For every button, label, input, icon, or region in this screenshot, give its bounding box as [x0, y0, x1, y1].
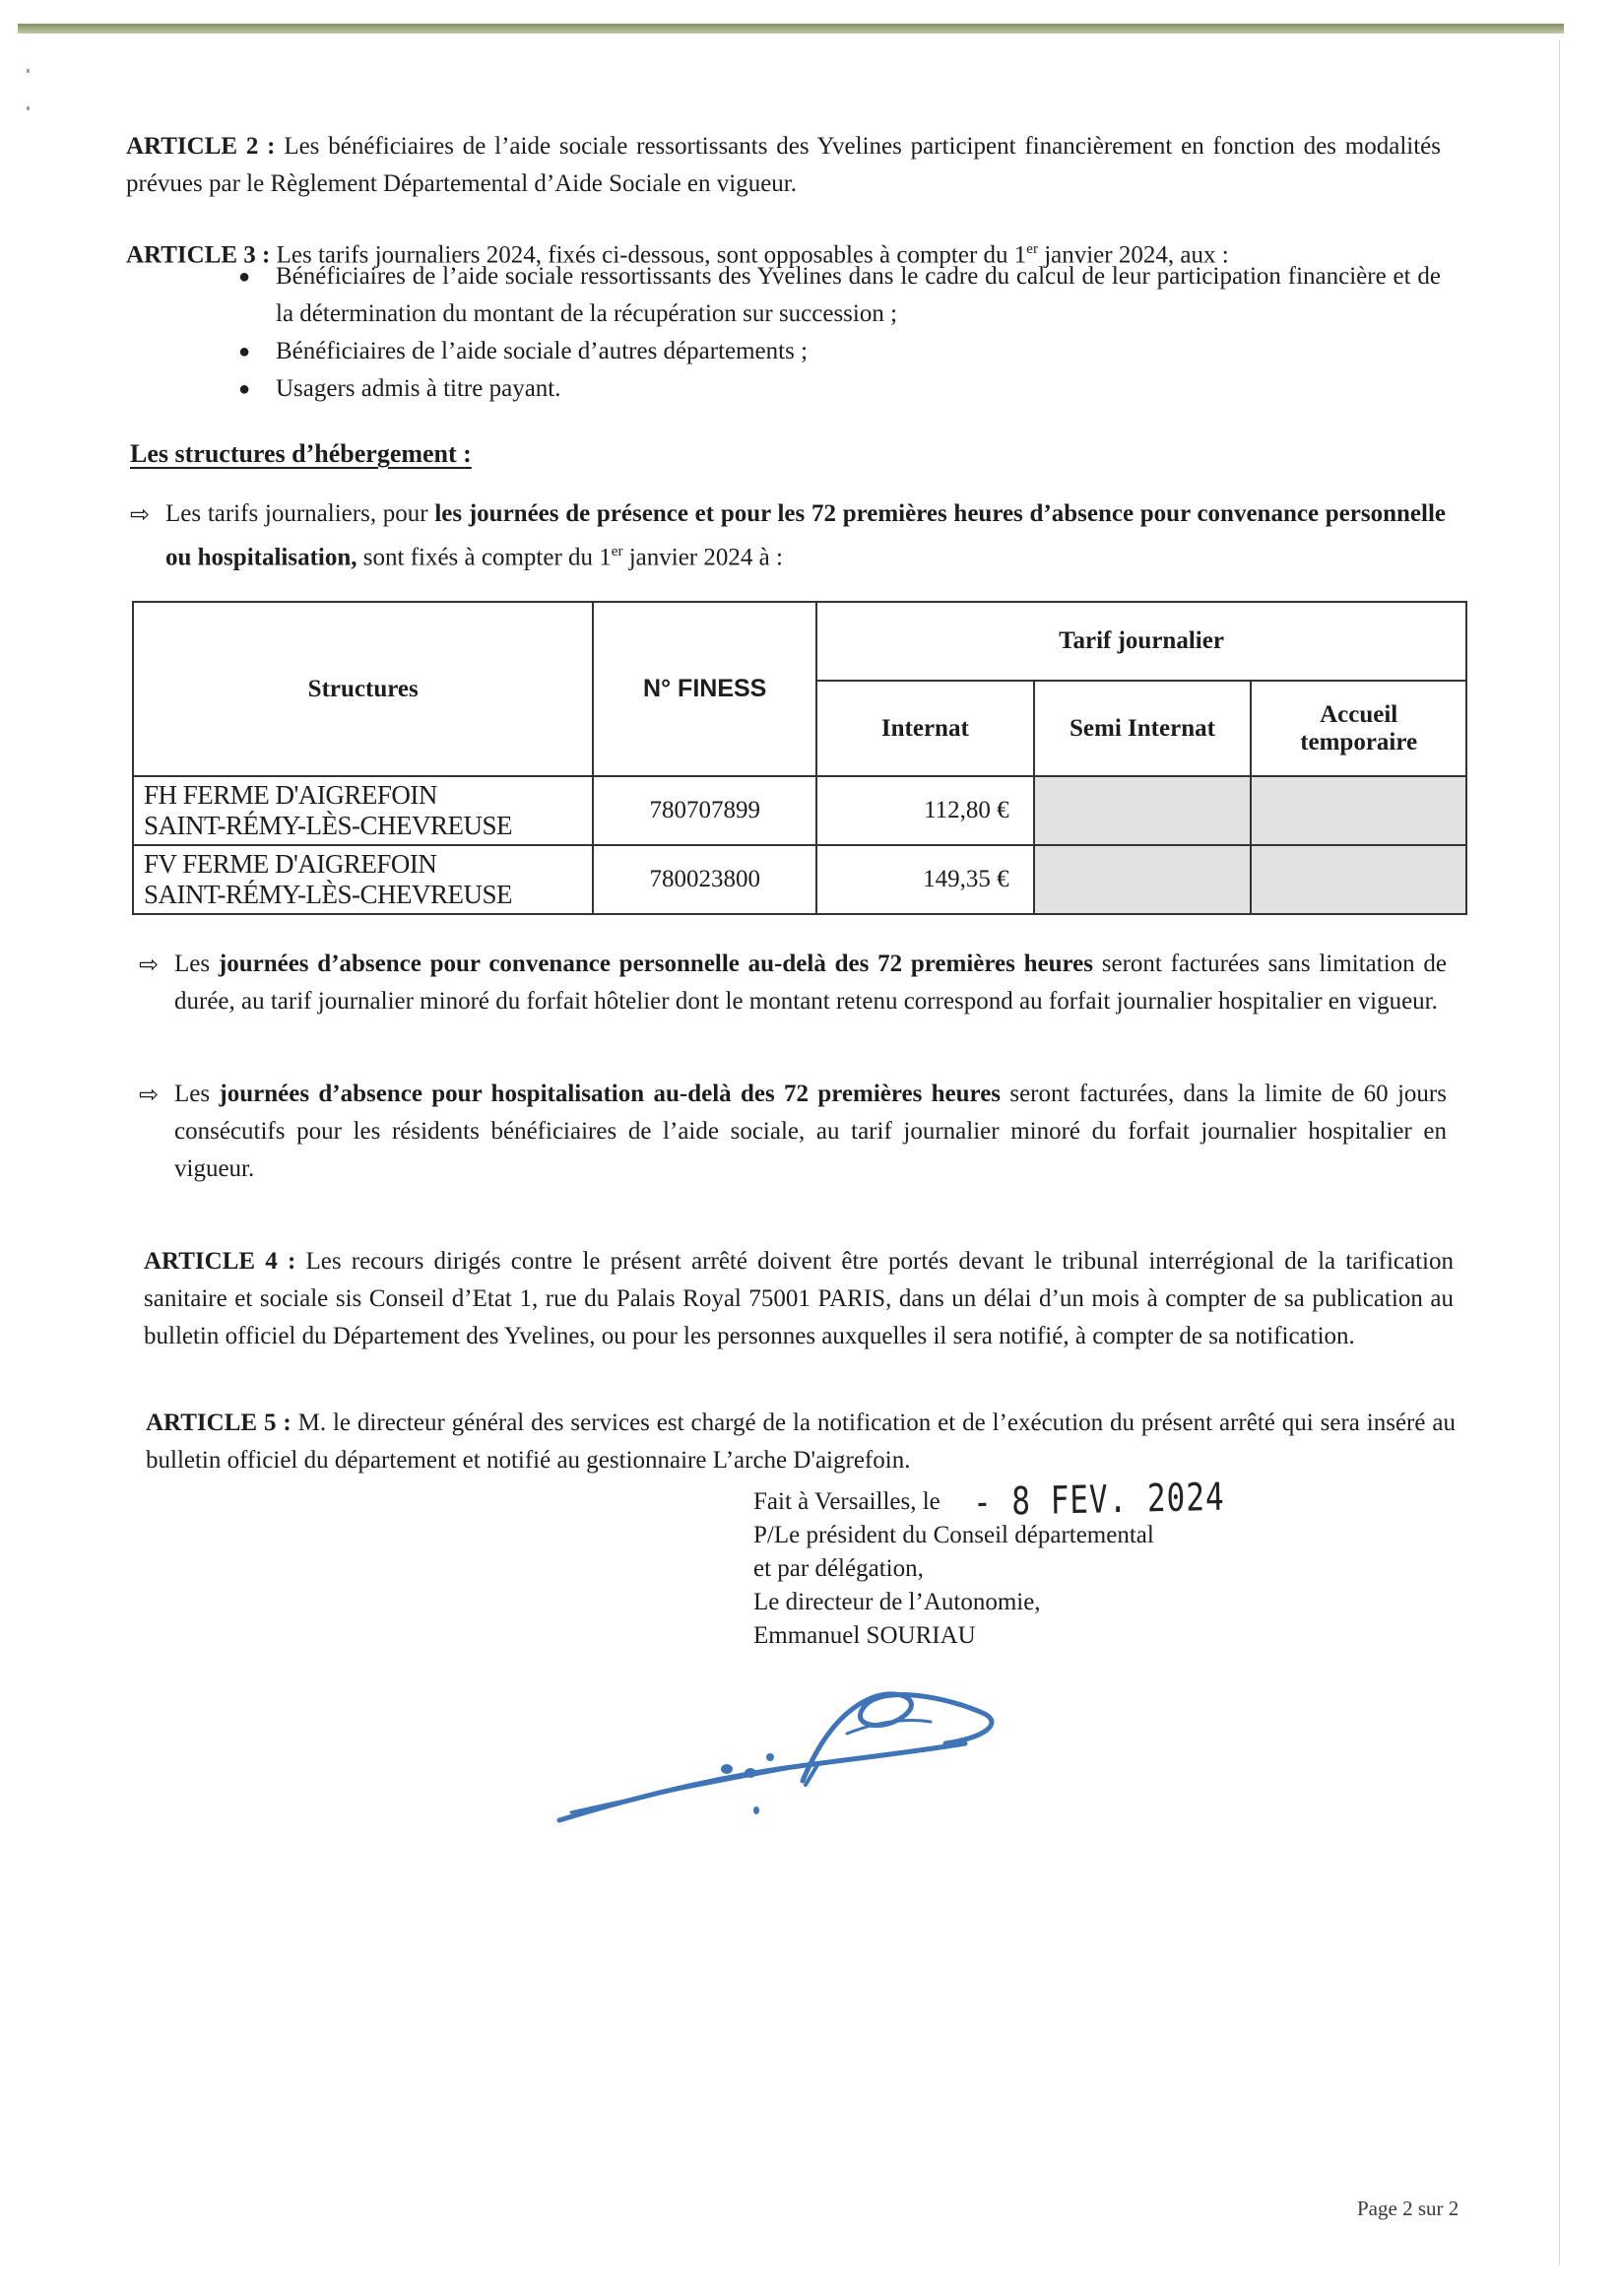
section-heading: Les structures d’hébergement :: [130, 439, 472, 468]
tariff-table: [132, 601, 1467, 915]
structure-name: FV FERME D'AIGREFOIN: [144, 849, 437, 879]
article-3-label: ARTICLE 3 :: [126, 241, 271, 269]
accueil-line-2: temporaire: [1300, 728, 1418, 755]
intro-sup: er: [611, 544, 623, 559]
col-header-accueil-temporaire: [1251, 681, 1466, 776]
intro-text-2: sont fixés à compter du 1: [357, 544, 612, 571]
bullet-text: Bénéficiaires de l’aide sociale d’autres départements ;: [276, 338, 809, 364]
article-3-text: Les tarifs journaliers 2024, fixés ci-dessous, sont opposables à compter du 1: [270, 241, 1027, 269]
absence-1-bold: journées d’absence pour convenance personnelle au-delà des 72 premières heures: [218, 951, 1093, 977]
article-2-label: ARTICLE 2 :: [126, 133, 276, 160]
top-border-rule: [18, 24, 1564, 33]
absence-2-bold: journées d’absence pour hospitalisation au-delà des 72 premières heures: [219, 1081, 1002, 1107]
intro-paragraph: [130, 495, 1446, 576]
table-row: [133, 776, 1466, 845]
absence-convenance-paragraph: [139, 946, 1447, 1020]
finess-cell: 780023800: [593, 845, 816, 914]
col-header-internat: Internat: [816, 681, 1034, 776]
finess-cell: 780707899: [593, 776, 816, 845]
article-4: [144, 1243, 1454, 1355]
absence-2-text-2: seront facturées, dans la limite de 60 jours consécutifs pour les résidents bénéficiaires de l’aide sociale, au tarif journalier minoré du forfait journalier hospitalier en vigueur.: [174, 1081, 1447, 1182]
signatory-line-2: et par délégation,: [753, 1555, 924, 1582]
page-number: Page 2 sur 2: [1357, 2197, 1459, 2220]
absence-2-text: Les: [174, 1081, 220, 1107]
accueil-cell-empty: [1251, 776, 1466, 845]
scan-speck: [27, 106, 30, 110]
structure-name: FH FERME D'AIGREFOIN: [144, 780, 437, 810]
list-item: [238, 258, 1441, 333]
absence-1-text: Les: [174, 951, 219, 977]
semi-internat-cell-empty: [1034, 845, 1252, 914]
article-3-bullet-list: [238, 258, 1441, 408]
col-group-tarif-journalier: Tarif journalier: [816, 602, 1466, 681]
bullet-text: Usagers admis à titre payant.: [276, 375, 561, 402]
bullet-icon: ●: [238, 266, 251, 288]
date-stamp: - 8 FEV. 2024: [972, 1475, 1225, 1526]
handwritten-signature: [551, 1674, 1024, 1852]
list-item: [238, 370, 1441, 408]
arrow-right-icon: ⇨: [130, 500, 151, 528]
signature-strokes: [559, 1694, 992, 1820]
absence-1-text-2: seront facturées sans limitation de durée, au tarif journalier minoré du forfait hôtelier dont le montant retenu correspond au forfait journalier hospitalier en vigueur.: [174, 951, 1447, 1015]
article-5-text: M. le directeur général des services est chargé de la notification et de l’exécution du présent arrêté qui sera inséré au bulletin officiel du département et notifié au gestionnaire L’arche D'aigrefoin.: [146, 1410, 1456, 1474]
col-header-finess: N° FINESS: [593, 602, 816, 776]
signature-dots: [721, 1753, 774, 1814]
scan-speck: [27, 69, 30, 73]
signatory-line-1: P/Le président du Conseil départemental: [753, 1522, 1154, 1548]
bullet-icon: ●: [238, 378, 251, 400]
article-2-text: Les bénéficiaires de l’aide sociale ressortissants des Yvelines participent financièrement en fonction des modalités prévues par le Règlement Départemental d’Aide Sociale en vigueur.: [126, 133, 1441, 197]
internat-cell: 149,35 €: [816, 845, 1034, 914]
article-5-label: ARTICLE 5 :: [146, 1410, 292, 1436]
intro-text-3: janvier 2024 à :: [622, 544, 783, 571]
signatory-line-3: Le directeur de l’Autonomie,: [753, 1589, 1041, 1615]
table-header-row: [133, 602, 1466, 681]
structure-location: SAINT-RÉMY-LÈS-CHEVREUSE: [144, 811, 513, 840]
absence-hospitalisation-paragraph: [139, 1076, 1447, 1188]
accueil-cell-empty: [1251, 845, 1466, 914]
bullet-icon: ●: [238, 341, 251, 362]
structure-name-cell: [133, 845, 593, 914]
place-line: Fait à Versailles, le: [753, 1488, 940, 1515]
structure-name-cell: [133, 776, 593, 845]
article-4-label: ARTICLE 4 :: [144, 1248, 296, 1275]
article-3-sup: er: [1026, 241, 1038, 257]
article-4-text: Les recours dirigés contre le présent arrêté doivent être portés devant le tribunal interrégional de la tarification sanitaire et sociale sis Conseil d’Etat 1, rue du Palais Royal 75001 PARIS, dans un délai d’un mois à compter de sa publication au bulletin officiel du Département des Yvelines, ou pour les personnes auxquelles il sera notifié, à compter de sa notification.: [144, 1248, 1454, 1349]
col-header-semi-internat: Semi Internat: [1034, 681, 1252, 776]
col-header-structures: Structures: [133, 602, 593, 776]
page-edge-line: [1559, 39, 1560, 2265]
table-row: [133, 845, 1466, 914]
structure-location: SAINT-RÉMY-LÈS-CHEVREUSE: [144, 880, 513, 909]
signatory-name: Emmanuel SOURIAU: [753, 1622, 976, 1649]
arrow-right-icon: ⇨: [139, 951, 160, 978]
article-3-text-end: janvier 2024, aux :: [1037, 241, 1229, 269]
list-item: [238, 333, 1441, 370]
intro-bold: les journées de présence et pour les 72 premières heures d’absence pour convenance personnelle ou hospitalisation,: [165, 500, 1446, 571]
bullet-text: Bénéficiaires de l’aide sociale ressortissants des Yvelines dans le cadre du calcul de leur participation financière et de la détermination du montant de la récupération sur succession ;: [276, 263, 1441, 327]
article-5: [146, 1405, 1456, 1479]
semi-internat-cell-empty: [1034, 776, 1252, 845]
intro-text: Les tarifs journaliers, pour: [165, 500, 435, 527]
accueil-line-1: Accueil: [1320, 700, 1398, 728]
internat-cell: 112,80 €: [816, 776, 1034, 845]
article-2: [126, 128, 1441, 203]
arrow-right-icon: ⇨: [139, 1081, 160, 1108]
